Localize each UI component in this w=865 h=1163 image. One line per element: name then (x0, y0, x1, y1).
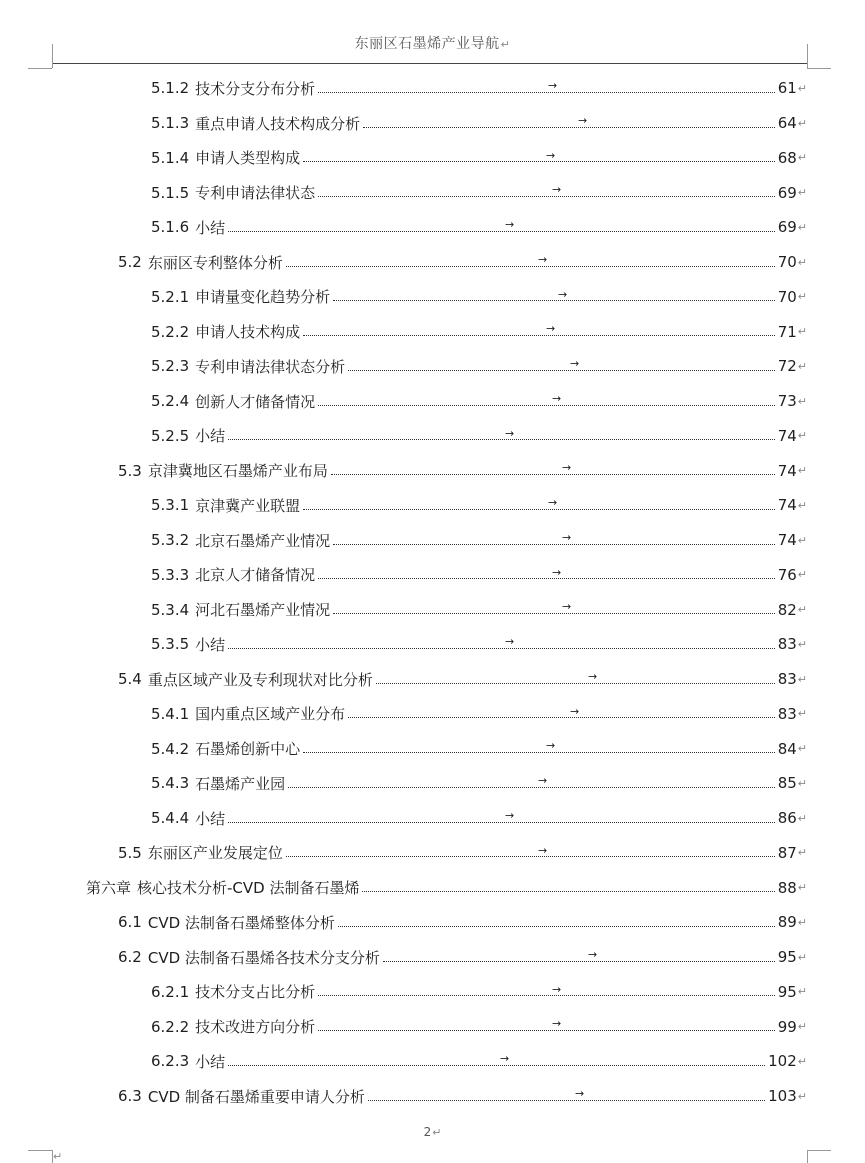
toc-entry-page: 70 (777, 287, 797, 306)
toc-entry[interactable] (0, 627, 865, 662)
toc-entry-title: 小结 (195, 809, 226, 828)
tab-mark: → (548, 496, 558, 509)
page-number: 2 (423, 1125, 432, 1139)
toc-entry[interactable] (0, 766, 865, 801)
toc-entry-page: 72 (777, 357, 797, 376)
paragraph-mark: ↵ (797, 742, 807, 756)
toc-entry-title: 技术分支分布分析 (195, 79, 316, 98)
toc-entry-page: 68 (777, 148, 797, 167)
toc-entry-page: 82 (777, 600, 797, 619)
tab-mark: → (558, 287, 568, 301)
dot-leader (338, 926, 775, 927)
toc-entry-page: 69 (777, 218, 797, 237)
dot-leader (228, 1065, 765, 1066)
toc-entry-page: 83 (777, 635, 797, 654)
dot-leader (303, 161, 775, 162)
toc-entry-title: 东丽区专利整体分析 (147, 253, 283, 272)
dot-leader (228, 231, 775, 232)
paragraph-mark: ↵ (432, 1126, 442, 1139)
tab-mark: → (500, 1052, 510, 1065)
toc-entry-page: 83 (777, 670, 797, 689)
toc-entry-number: 第六章 (86, 879, 132, 898)
crop-mark-top-right-v (807, 44, 808, 68)
toc-entry-page: 70 (777, 253, 797, 272)
paragraph-mark: ↵ (797, 533, 807, 547)
paragraph-mark: ↵ (797, 707, 807, 721)
tab-mark: → (588, 669, 598, 683)
toc-entry-page: 61 (777, 79, 797, 98)
toc-entry-title: 核心技术分析-CVD 法制备石墨烯 (137, 879, 360, 898)
toc-entry-title: 石墨烯产业园 (195, 774, 286, 793)
toc-entry-title: 重点区域产业及专利现状对比分析 (147, 670, 373, 689)
toc-entry-page: 83 (777, 704, 797, 723)
paragraph-mark: ↵ (797, 603, 807, 617)
toc-entry-title: 小结 (195, 635, 226, 654)
toc-entry-number: 5.4.2 (151, 739, 190, 758)
toc-entry-title: 北京人才储备情况 (195, 566, 316, 585)
toc-entry-number: 6.2.3 (151, 1052, 190, 1071)
toc-entry-page: 74 (777, 496, 797, 515)
toc-entry-number: 5.3.2 (151, 531, 190, 550)
paragraph-mark: ↵ (797, 1054, 807, 1068)
toc-entry-number: 5.4.3 (151, 774, 190, 793)
toc-entry-number: 5.1.4 (151, 148, 190, 167)
paragraph-mark: ↵ (797, 568, 807, 582)
tab-mark: → (552, 1017, 562, 1031)
toc-entry[interactable] (0, 106, 865, 141)
paragraph-mark: ↵ (797, 151, 807, 165)
toc-entry-title: 石墨烯创新中心 (195, 740, 301, 759)
header-rule (52, 63, 807, 64)
toc-entry-number: 5.2.4 (151, 392, 190, 411)
paragraph-mark: ↵ (797, 186, 807, 200)
page-header (0, 33, 865, 53)
header-title: 东丽区石墨烯产业导航 (354, 36, 500, 52)
paragraph-mark: ↵ (797, 1020, 807, 1034)
tab-mark: → (552, 183, 562, 197)
paragraph-mark: ↵ (797, 498, 807, 512)
toc-entry-number: 6.2 (118, 948, 142, 967)
dot-leader (318, 578, 775, 579)
tab-mark: → (552, 982, 562, 996)
tab-mark: → (505, 635, 515, 648)
tab-mark: → (548, 79, 558, 92)
paragraph-mark: ↵ (797, 672, 807, 686)
toc-entry-number: 5.3.4 (151, 600, 190, 619)
toc-entry-title: 专利申请法律状态分析 (195, 357, 346, 376)
toc-entry[interactable] (0, 175, 865, 210)
toc-entry-number: 5.5 (118, 843, 142, 862)
toc-entry[interactable] (0, 905, 865, 940)
toc-entry-page: 64 (777, 114, 797, 133)
dot-leader (348, 717, 775, 718)
paragraph-mark: ↵ (797, 220, 807, 234)
toc-entry-number: 5.2.1 (151, 287, 190, 306)
toc-entry-number: 5.2 (118, 253, 142, 272)
toc-entry-page: 86 (777, 809, 797, 828)
paragraph-mark: ↵ (797, 290, 807, 304)
toc-entry-number: 5.1.2 (151, 79, 190, 98)
toc-entry[interactable] (0, 349, 865, 384)
tab-mark: → (562, 600, 572, 614)
dot-leader (333, 613, 775, 614)
toc-entry[interactable] (0, 523, 865, 558)
dot-leader (303, 335, 775, 336)
dot-leader (318, 405, 775, 406)
toc-entry-title: CVD 制备石墨烯重要申请人分析 (147, 1087, 365, 1106)
toc-entry[interactable] (0, 836, 865, 871)
paragraph-mark: ↵ (53, 1150, 63, 1163)
tab-mark: → (538, 252, 548, 266)
tab-mark: → (546, 148, 556, 162)
paragraph-mark: ↵ (797, 464, 807, 478)
paragraph-mark: ↵ (797, 325, 807, 339)
toc-entry-page: 74 (777, 426, 797, 445)
crop-mark-bottom-left-h (28, 1150, 52, 1151)
dot-leader (362, 891, 774, 892)
toc-entry-page: 99 (777, 1017, 797, 1036)
dot-leader (288, 787, 775, 788)
tab-mark: → (538, 774, 548, 787)
tab-mark: → (538, 843, 548, 857)
toc-entry-number: 5.2.5 (151, 426, 190, 445)
tab-mark: → (588, 947, 598, 961)
toc-entry-page: 85 (777, 774, 797, 793)
dot-leader (318, 995, 775, 996)
toc-entry[interactable] (0, 1009, 865, 1044)
toc-entry[interactable] (0, 731, 865, 766)
toc-entry-title: 京津冀产业联盟 (195, 496, 301, 515)
toc-entry-page: 74 (777, 531, 797, 550)
toc-entry-title: 河北石墨烯产业情况 (195, 601, 331, 620)
paragraph-mark: ↵ (797, 394, 807, 408)
tab-mark: → (505, 808, 515, 822)
toc-entry-number: 5.3.1 (151, 496, 190, 515)
dot-leader (318, 92, 775, 93)
tab-mark: → (570, 704, 580, 718)
crop-mark-top-left-v (52, 44, 53, 68)
toc-entry-title: 国内重点区域产业分布 (195, 705, 346, 724)
table-of-contents (0, 71, 865, 1114)
toc-entry-page: 69 (777, 183, 797, 202)
toc-entry-number: 6.2.1 (151, 982, 190, 1001)
tab-mark: → (505, 426, 515, 440)
toc-entry-page: 88 (777, 878, 797, 897)
toc-entry[interactable] (0, 1079, 865, 1114)
dot-leader (376, 683, 775, 684)
toc-entry-number: 6.2.2 (151, 1017, 190, 1036)
toc-entry-number: 6.3 (118, 1087, 142, 1106)
toc-entry[interactable] (0, 488, 865, 523)
toc-entry-number: 5.3.5 (151, 635, 190, 654)
toc-entry-page: 76 (777, 565, 797, 584)
toc-entry-number: 5.3 (118, 461, 142, 480)
toc-entry-page: 95 (777, 982, 797, 1001)
toc-entry[interactable] (0, 314, 865, 349)
dot-leader (348, 370, 775, 371)
toc-entry[interactable] (0, 870, 865, 905)
tab-mark: → (570, 357, 580, 370)
toc-entry-title: 创新人才储备情况 (195, 392, 316, 411)
crop-mark-bottom-right-v (807, 1150, 808, 1163)
toc-entry-title: 重点申请人技术构成分析 (195, 114, 361, 133)
toc-entry-page: 95 (777, 948, 797, 967)
toc-entry-number: 5.4 (118, 670, 142, 689)
toc-entry-title: CVD 法制备石墨烯各技术分支分析 (147, 948, 380, 967)
tab-mark: → (575, 1086, 585, 1100)
tab-mark: → (578, 113, 588, 127)
crop-mark-bottom-right-h (807, 1150, 831, 1151)
toc-entry[interactable] (0, 141, 865, 176)
toc-entry-number: 5.1.5 (151, 183, 190, 202)
tab-mark: → (562, 461, 572, 475)
toc-entry-number: 5.2.3 (151, 357, 190, 376)
toc-entry-title: 小结 (195, 1052, 226, 1071)
toc-entry-number: 5.3.3 (151, 565, 190, 584)
toc-entry-page: 87 (777, 843, 797, 862)
dot-leader (363, 127, 775, 128)
dot-leader (333, 300, 775, 301)
toc-entry-title: 申请人技术构成 (195, 323, 301, 342)
toc-entry-number: 6.1 (118, 913, 142, 932)
dot-leader (228, 648, 775, 649)
toc-entry[interactable] (0, 940, 865, 975)
toc-entry-number: 5.4.1 (151, 704, 190, 723)
paragraph-mark: ↵ (797, 985, 807, 999)
dot-leader (303, 752, 775, 753)
toc-entry-title: CVD 法制备石墨烯整体分析 (147, 913, 335, 932)
toc-entry[interactable] (0, 280, 865, 315)
paragraph-mark: ↵ (797, 1089, 807, 1103)
paragraph-mark: ↵ (797, 255, 807, 269)
toc-entry-page: 74 (777, 461, 797, 480)
dot-leader (368, 1100, 765, 1101)
toc-entry[interactable] (0, 662, 865, 697)
dot-leader (228, 822, 775, 823)
toc-entry[interactable] (0, 71, 865, 106)
toc-entry[interactable] (0, 245, 865, 280)
toc-entry[interactable] (0, 384, 865, 419)
dot-leader (286, 266, 775, 267)
toc-entry-title: 小结 (195, 427, 226, 446)
toc-entry[interactable] (0, 210, 865, 245)
toc-entry[interactable] (0, 975, 865, 1010)
toc-entry-page: 73 (777, 392, 797, 411)
paragraph-mark: ↵ (797, 116, 807, 130)
toc-entry-page: 84 (777, 739, 797, 758)
toc-entry-page: 89 (777, 913, 797, 932)
dot-leader (303, 509, 775, 510)
tab-mark: → (552, 565, 562, 579)
toc-entry-title: 东丽区产业发展定位 (147, 844, 283, 863)
toc-entry-number: 5.2.2 (151, 322, 190, 341)
paragraph-mark: ↵ (797, 881, 807, 895)
paragraph-mark: ↵ (797, 776, 807, 790)
toc-entry[interactable] (0, 697, 865, 732)
paragraph-mark: ↵ (797, 637, 807, 651)
toc-entry[interactable] (0, 801, 865, 836)
crop-mark-top-right-h (807, 68, 831, 69)
paragraph-mark: ↵ (797, 429, 807, 443)
dot-leader (228, 439, 775, 440)
paragraph-mark: ↵ (797, 811, 807, 825)
toc-entry[interactable] (0, 453, 865, 488)
toc-entry-page: 102 (768, 1052, 797, 1071)
toc-entry-page: 71 (777, 322, 797, 341)
toc-entry-title: 专利申请法律状态 (195, 184, 316, 203)
toc-entry-title: 小结 (195, 218, 226, 237)
toc-entry[interactable] (0, 1044, 865, 1079)
paragraph-mark: ↵ (797, 359, 807, 373)
dot-leader (318, 1030, 775, 1031)
dot-leader (286, 856, 775, 857)
toc-entry[interactable] (0, 419, 865, 454)
dot-leader (333, 544, 775, 545)
tab-mark: → (505, 218, 515, 231)
toc-entry-title: 技术分支占比分析 (195, 983, 316, 1002)
toc-entry-title: 申请量变化趋势分析 (195, 288, 331, 307)
toc-entry[interactable] (0, 558, 865, 593)
dot-leader (383, 961, 775, 962)
tab-mark: → (562, 530, 572, 544)
toc-entry-title: 京津冀地区石墨烯产业布局 (147, 462, 328, 481)
crop-mark-top-left-h (28, 68, 52, 69)
toc-entry-number: 5.1.3 (151, 114, 190, 133)
toc-entry-number: 5.4.4 (151, 809, 190, 828)
toc-entry-page: 103 (768, 1087, 797, 1106)
paragraph-mark: ↵ (797, 846, 807, 860)
paragraph-mark: ↵ (797, 81, 807, 95)
toc-entry-title: 技术改进方向分析 (195, 1018, 316, 1037)
tab-mark: → (552, 391, 562, 405)
dot-leader (331, 474, 775, 475)
toc-entry-number: 5.1.6 (151, 218, 190, 237)
paragraph-mark: ↵ (500, 38, 511, 51)
toc-entry[interactable] (0, 592, 865, 627)
tab-mark: → (546, 739, 556, 753)
tab-mark: → (546, 322, 556, 336)
dot-leader (318, 196, 775, 197)
page-footer (0, 1125, 865, 1139)
paragraph-mark: ↵ (797, 915, 807, 929)
paragraph-mark: ↵ (797, 950, 807, 964)
toc-entry-title: 申请人类型构成 (195, 149, 301, 168)
toc-entry-title: 北京石墨烯产业情况 (195, 531, 331, 550)
